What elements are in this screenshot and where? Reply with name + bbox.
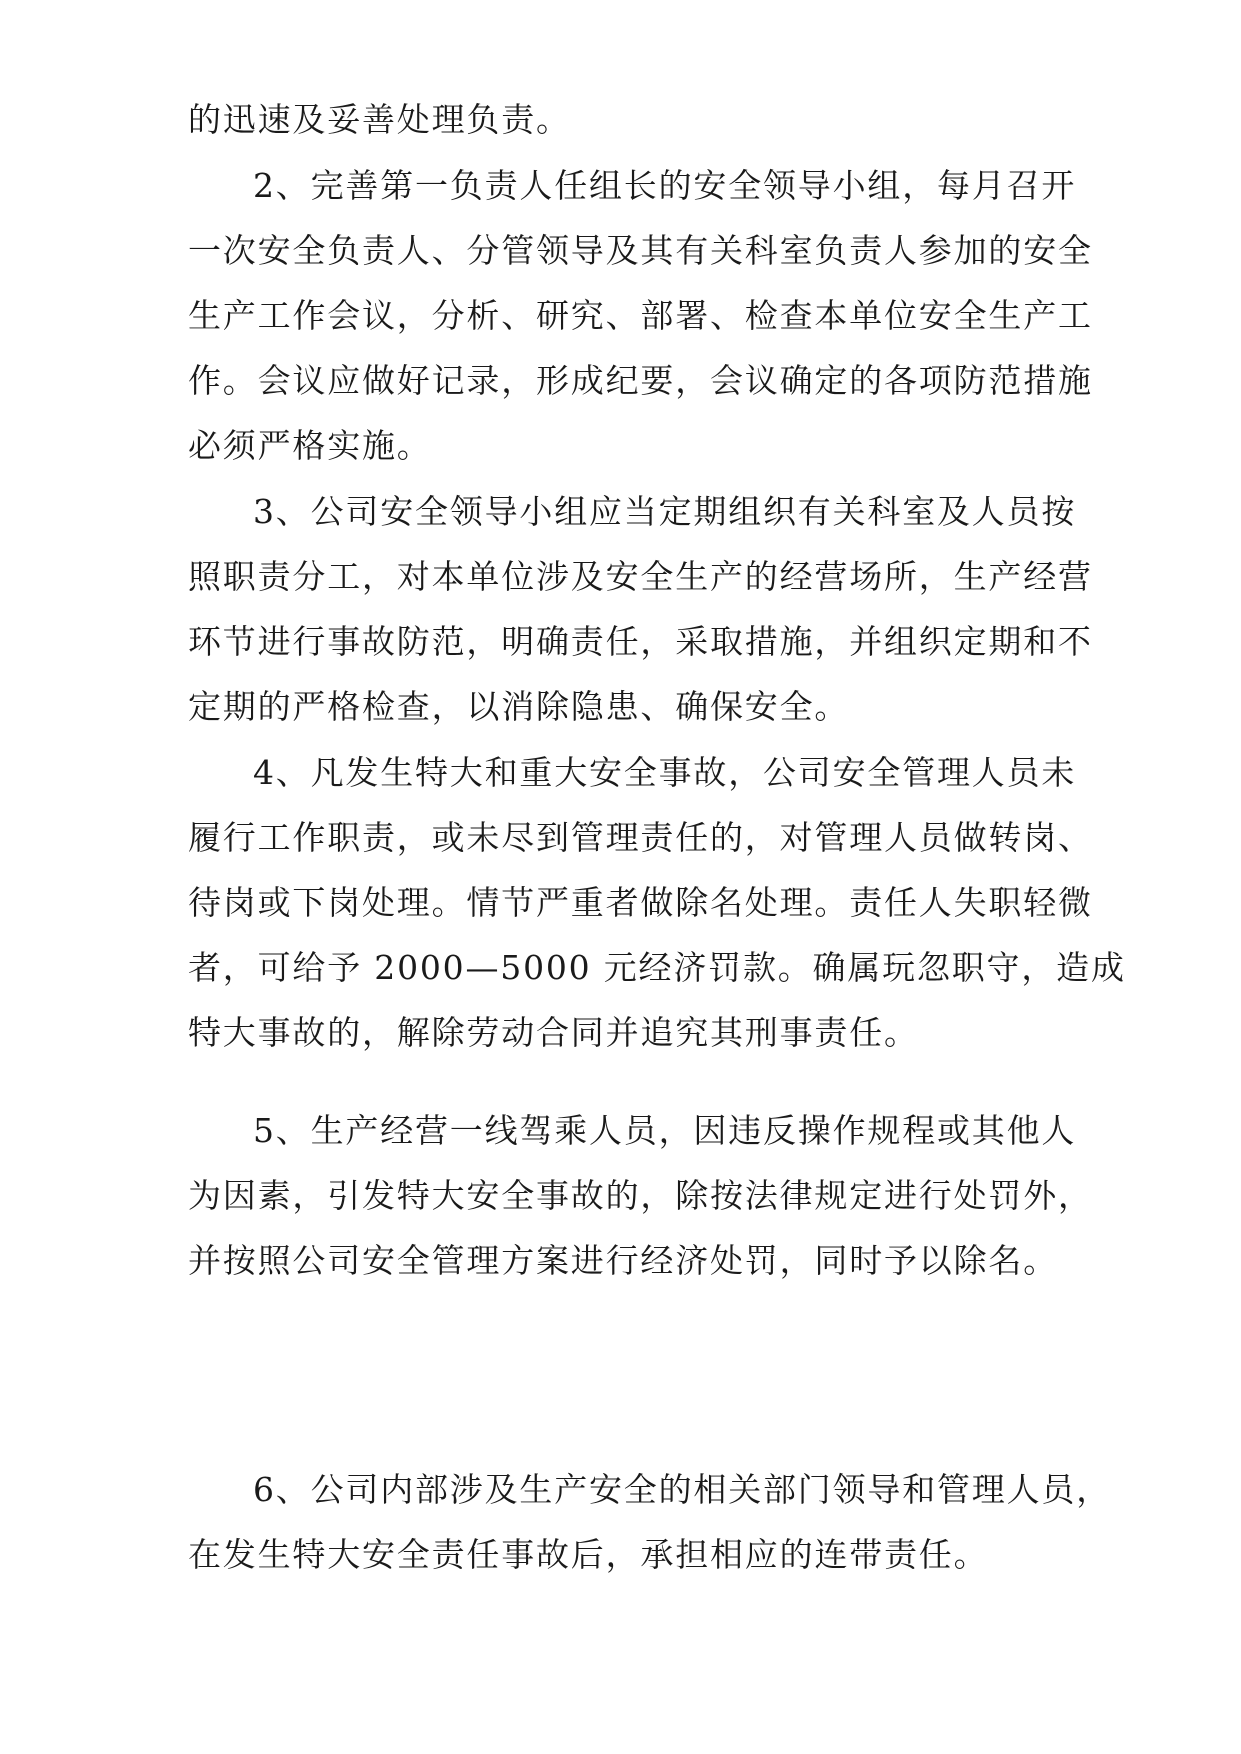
text-line: 2、完善第一负责人任组长的安全领导小组，每月召开: [253, 166, 1077, 205]
text-line: 照职责分工，对本单位涉及安全生产的经营场所，生产经营: [188, 557, 1093, 596]
text-line: 生产工作会议，分析、研究、部署、检查本单位安全生产工: [188, 296, 1093, 335]
text-line: 并按照公司安全管理方案进行经济处罚，同时予以除名。: [188, 1241, 1058, 1280]
text-line: 6、公司内部涉及生产安全的相关部门领导和管理人员，: [253, 1470, 1111, 1509]
text-line: 4、凡发生特大和重大安全事故，公司安全管理人员未: [253, 753, 1077, 792]
text-line: 为因素，引发特大安全事故的，除按法律规定进行处罚外，: [188, 1176, 1093, 1215]
text-line: 履行工作职责，或未尽到管理责任的，对管理人员做转岗、: [188, 818, 1093, 857]
text-line: 待岗或下岗处理。情节严重者做除名处理。责任人失职轻微: [188, 883, 1093, 922]
text-line: 一次安全负责人、分管领导及其有关科室负责人参加的安全: [188, 231, 1093, 270]
text-line: 作。会议应做好记录，形成纪要，会议确定的各项防范措施: [188, 361, 1093, 400]
text-line: 3、公司安全领导小组应当定期组织有关科室及人员按: [253, 492, 1077, 531]
text-line: 5、生产经营一线驾乘人员，因违反操作规程或其他人: [253, 1111, 1077, 1150]
text-line: 者，可给予 2000—5000 元经济罚款。确属玩忽职守，造成: [188, 948, 1126, 987]
text-line: 定期的严格检查，以消除隐患、确保安全。: [188, 687, 850, 726]
text-line: 的迅速及妥善处理负责。: [188, 100, 571, 139]
text-line: 环节进行事故防范，明确责任，采取措施，并组织定期和不: [188, 622, 1093, 661]
text-line: 特大事故的，解除劳动合同并追究其刑事责任。: [188, 1013, 919, 1052]
text-line: 在发生特大安全责任事故后，承担相应的连带责任。: [188, 1535, 989, 1574]
text-line: 必须严格实施。: [188, 426, 432, 465]
